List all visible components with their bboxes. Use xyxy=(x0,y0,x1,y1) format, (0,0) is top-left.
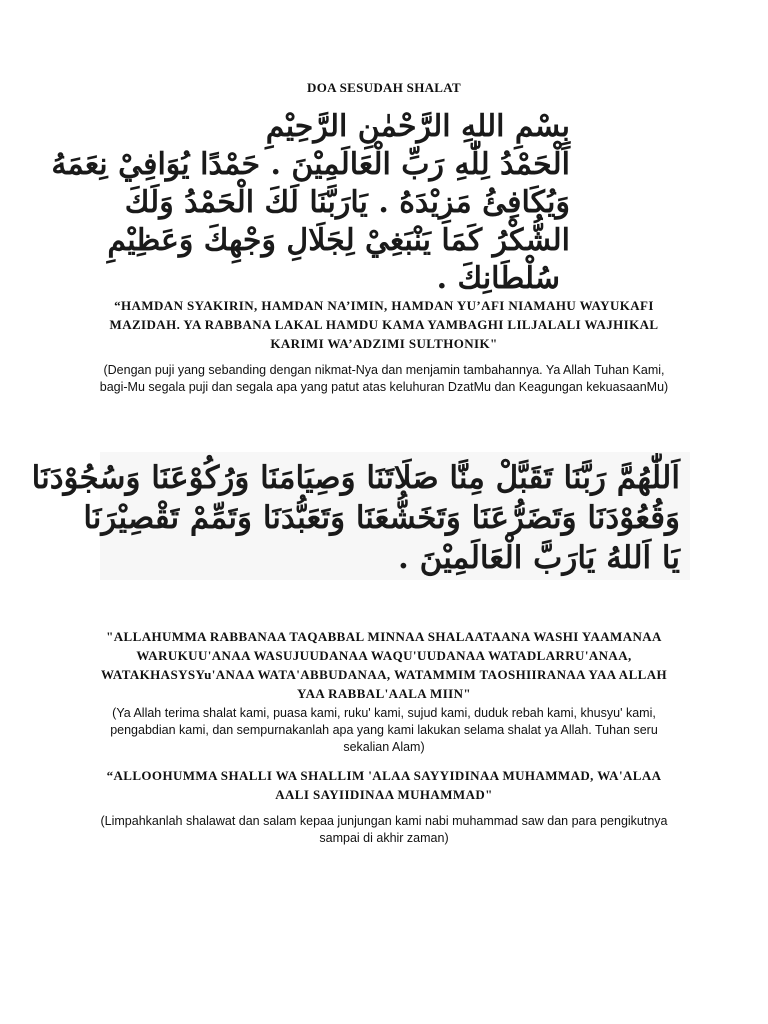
arabic-line: بِسْمِ اللهِ الرَّحْمٰنِ الرَّحِيْمِ xyxy=(265,109,570,144)
arabic-line: اَللّٰهُمَّ رَبَّنَا تَقَبَّلْ مِنَّا صَلَاتَنَا وَصِيَامَنَا وَرُكُوْعَنَا وَسُجُوْدَنَا xyxy=(31,460,680,496)
arabic-prayer-1 xyxy=(51,108,570,298)
arabic-line: اَلْحَمْدُ لِلّٰهِ رَبِّ الْعَالَمِيْنَ . حَمْدًا يُوَافِيْ نِعَمَهُ xyxy=(51,147,570,182)
arabic-line: يَا اَللهُ يَارَبَّ الْعَالَمِيْنَ . xyxy=(398,540,680,576)
latin-transliteration-1: “HAMDAN SYAKIRIN, HAMDAN NA’IMIN, HAMDAN YU’AFI NIAMAHU WAYUKAFI MAZIDAH. YA RABBANA LAKAL HAMDU KAMA YAMBAGHI LILJALALI WAJHIKAL KARIMI WA’ADZIMI SULTHONIK" xyxy=(109,298,659,351)
arabic-line: سُلْطَانِكَ . xyxy=(436,261,560,296)
translation-2: (Ya Allah terima shalat kami, puasa kami, ruku' kami, sujud kami, duduk rebah kami, khusyu' kami, pengabdian kami, dan sempurnakanlah apa yang kami lakukan selama shalat ya Allah. Tuhan seru sekalian Alam) xyxy=(110,706,658,754)
arabic-prayer-2 xyxy=(31,452,690,580)
arabic-line: وَيُكَافِئُ مَزِيْدَهُ . يَارَبَّنَا لَكَ الْحَمْدُ وَلَكَ xyxy=(124,185,570,220)
arabic-line: الشُّكْرُ كَمَا يَنْبَغِيْ لِجَلَالِ وَجْهِكَ وَعَظِيْمِ xyxy=(107,223,570,258)
translation-3: (Limpahkanlah shalawat dan salam kepaa junjungan kami nabi muhammad saw dan para pengikutnya sampai di akhir zaman) xyxy=(100,814,668,845)
latin-transliteration-2: "ALLAHUMMA RABBANAA TAQABBAL MINNAA SHALAATAANA WASHI YAAMANAA WARUKUU'ANAA WASUJUUDANAA WAQU'UUDANAA WATADLARRU'ANAA, WATAKHASYSYu'ANAA WATA'ABBUDANAA, WATAMMIM TAOSHIIRANAA YAA ALLAH YAA RABBAL'AALA MIIN" xyxy=(100,629,668,701)
latin-transliteration-3: “ALLOOHUMMA SHALLI WA SHALLIM 'ALAA SAYYIDINAA MUHAMMAD, WA'ALAA AALI SAYIIDINAA MUHAMMAD" xyxy=(106,768,662,802)
translation-1: (Dengan puji yang sebanding dengan nikmat-Nya dan menjamin tambahannya. Ya Allah Tuhan Kami, bagi-Mu segala puji dan segala apa yang patut atas keluhuran DzatMu dan Keagungan kekuasaanMu) xyxy=(99,363,669,394)
page-title: DOA SESUDAH SHALAT xyxy=(307,80,461,95)
arabic-line: وَقُعُوْدَنَا وَتَضَرُّعَنَا وَتَخَشُّعَنَا وَتَعَبُّدَنَا وَتَمِّمْ تَقْصِيْرَنَا xyxy=(83,500,680,536)
